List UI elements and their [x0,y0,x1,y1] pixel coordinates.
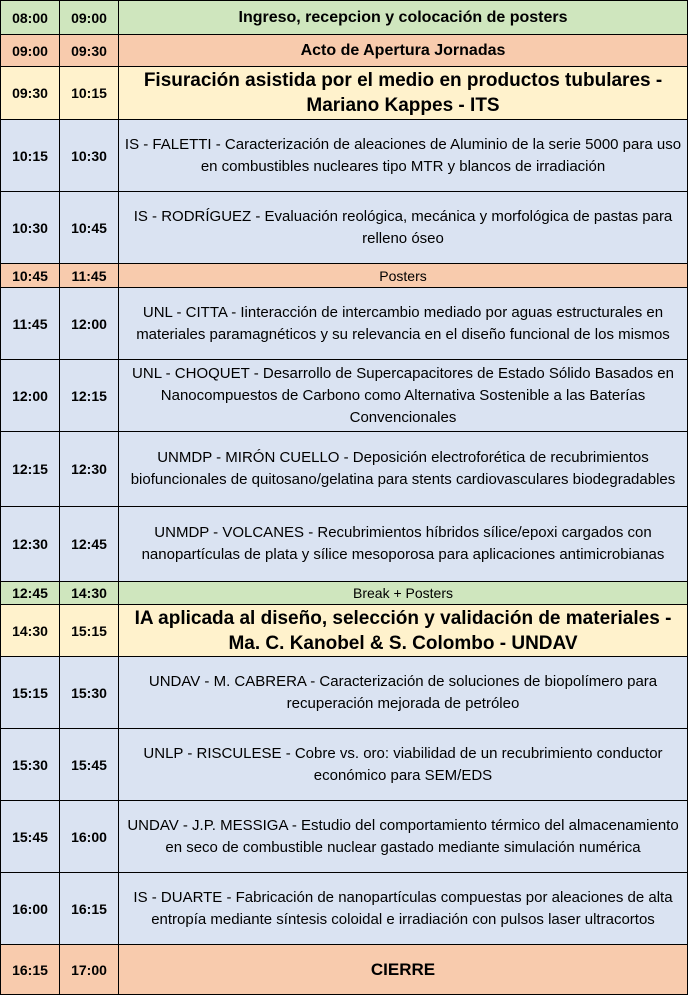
talk-title: UNMDP - VOLCANES - Recubrimientos híbridos sílice/epoxi cargados con nanopartículas de plata y sílice mesoporosa para aplicaciones antimicrobianas [119,507,688,582]
keynote-title: Fisuración asistida por el medio en productos tubulares - Mariano Kappes - ITS [119,67,688,120]
end-time: 10:15 [60,67,119,120]
end-time: 16:00 [60,801,119,873]
start-time: 10:30 [1,192,60,264]
talk-title: UNDAV - J.P. MESSIGA - Estudio del comportamiento térmico del almacenamiento en seco de combustible nuclear gastado mediante simulación numérica [119,801,688,873]
session-title: Acto de Apertura Jornadas [119,35,688,67]
end-time: 10:45 [60,192,119,264]
end-time: 15:45 [60,729,119,801]
end-time: 09:00 [60,1,119,35]
end-time: 16:15 [60,873,119,945]
end-time: 15:30 [60,657,119,729]
talk-title: IS - DUARTE - Fabricación de nanopartículas compuestas por aleaciones de alta entropía mediante síntesis coloidal e irradiación con pulsos laser ultracortos [119,873,688,945]
talk-title: UNLP - RISCULESE - Cobre vs. oro: viabilidad de un recubrimiento conductor económico para SEM/EDS [119,729,688,801]
session-title: Break + Posters [119,582,688,605]
schedule-row-posters [1,264,688,288]
session-title: Posters [119,264,688,288]
talk-title: UNL - CITTA - Iinteracción de intercambio mediado por aguas estructurales en materiales paramagnéticos y su relevancia en el diseño funcional de los mismos [119,288,688,360]
start-time: 08:00 [1,1,60,35]
end-time: 12:00 [60,288,119,360]
talk-title: UNDAV - M. CABRERA - Caracterización de soluciones de biopolímero para recuperación mejorada de petróleo [119,657,688,729]
talk-title: IS - FALETTI - Caracterización de aleaciones de Aluminio de la serie 5000 para uso en combustibles nucleares tipo MTR y blancos de irradiación [119,120,688,192]
start-time: 15:45 [1,801,60,873]
schedule-row-talk [1,729,688,801]
schedule-row-talk [1,657,688,729]
schedule-row-talk [1,507,688,582]
start-time: 10:45 [1,264,60,288]
schedule-row-keynote [1,67,688,120]
start-time: 12:00 [1,360,60,432]
schedule-row-registration [1,1,688,35]
schedule-row-talk [1,873,688,945]
end-time: 09:30 [60,35,119,67]
schedule-row-closing [1,945,688,995]
end-time: 11:45 [60,264,119,288]
start-time: 11:45 [1,288,60,360]
start-time: 10:15 [1,120,60,192]
start-time: 15:15 [1,657,60,729]
talk-title: IS - RODRÍGUEZ - Evaluación reológica, mecánica y morfológica de pastas para relleno óseo [119,192,688,264]
talk-title: UNL - CHOQUET - Desarrollo de Supercapacitores de Estado Sólido Basados en Nanocompuestos de Carbono como Alternativa Sostenible a las Baterías Convencionales [119,360,688,432]
schedule-row-talk [1,360,688,432]
end-time: 14:30 [60,582,119,605]
start-time: 09:30 [1,67,60,120]
end-time: 12:45 [60,507,119,582]
end-time: 10:30 [60,120,119,192]
start-time: 09:00 [1,35,60,67]
start-time: 16:15 [1,945,60,995]
schedule-row-talk [1,801,688,873]
start-time: 12:15 [1,432,60,507]
schedule-row-keynote [1,605,688,657]
session-title: Ingreso, recepcion y colocación de posters [119,1,688,35]
end-time: 15:15 [60,605,119,657]
schedule-row-opening [1,35,688,67]
keynote-title: IA aplicada al diseño, selección y validación de materiales - Ma. C. Kanobel & S. Colombo - UNDAV [119,605,688,657]
start-time: 12:30 [1,507,60,582]
schedule-row-talk [1,192,688,264]
start-time: 16:00 [1,873,60,945]
end-time: 17:00 [60,945,119,995]
schedule-row-talk [1,288,688,360]
schedule-row-talk [1,120,688,192]
end-time: 12:15 [60,360,119,432]
start-time: 15:30 [1,729,60,801]
start-time: 12:45 [1,582,60,605]
session-title: CIERRE [119,945,688,995]
schedule-row-talk [1,432,688,507]
start-time: 14:30 [1,605,60,657]
schedule-row-break [1,582,688,605]
talk-title: UNMDP - MIRÓN CUELLO - Deposición electroforética de recubrimientos biofuncionales de quitosano/gelatina para stents cardiovasculares biodegradables [119,432,688,507]
end-time: 12:30 [60,432,119,507]
